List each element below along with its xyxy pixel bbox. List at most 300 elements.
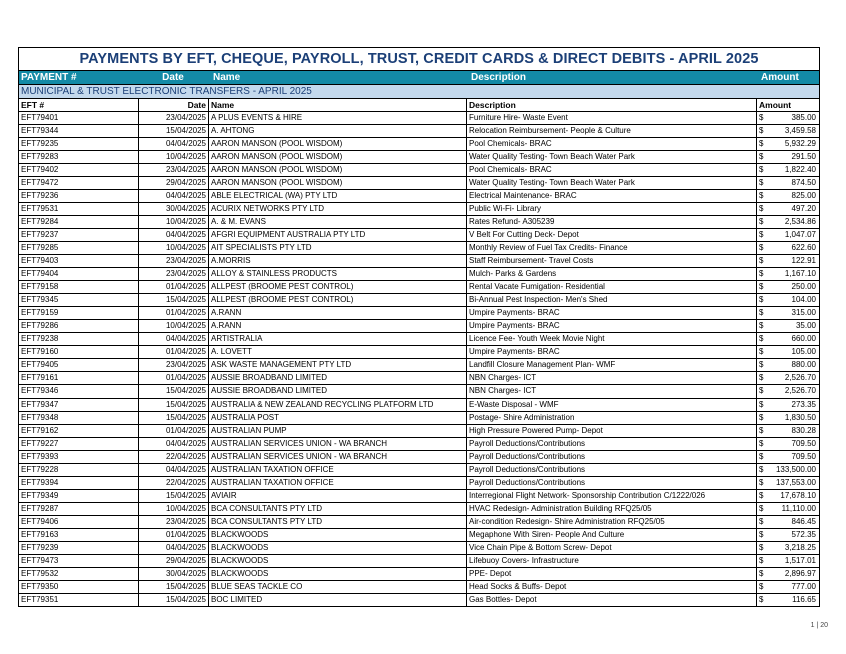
payment-description: E-Waste Disposal - WMF: [467, 399, 757, 411]
payment-amount: [757, 242, 819, 254]
payment-description: Landfill Closure Management Plan- WMF: [467, 359, 757, 371]
eft-number: EFT79401: [19, 112, 139, 124]
table-row: [19, 542, 819, 555]
payment-description: High Pressure Powered Pump- Depot: [467, 425, 757, 437]
payment-description: HVAC Redesign- Administration Building RFQ25/05: [467, 503, 757, 515]
table-row: [19, 555, 819, 568]
payee-name: A. & M. EVANS: [209, 216, 467, 228]
eft-number: EFT79344: [19, 125, 139, 137]
payee-name: A.MORRIS: [209, 255, 467, 267]
payment-amount: [757, 177, 819, 189]
payment-date: 01/04/2025: [139, 281, 209, 293]
currency-symbol: $: [759, 112, 764, 122]
payment-amount: [757, 229, 819, 241]
payee-name: ALLPEST (BROOME PEST CONTROL): [209, 281, 467, 293]
payee-name: BLACKWOODS: [209, 555, 467, 567]
payee-name: AUSTRALIAN SERVICES UNION - WA BRANCH: [209, 438, 467, 450]
payment-description: Licence Fee- Youth Week Movie Night: [467, 333, 757, 345]
payee-name: A.RANN: [209, 320, 467, 332]
table-row: [19, 464, 819, 477]
payment-date: 10/04/2025: [139, 320, 209, 332]
payment-amount: [757, 203, 819, 215]
table-row: [19, 151, 819, 164]
payee-name: ALLOY & STAINLESS PRODUCTS: [209, 268, 467, 280]
eft-number: EFT79405: [19, 359, 139, 371]
amount-value: 17,678.10: [780, 490, 816, 500]
payment-date: 01/04/2025: [139, 346, 209, 358]
eft-number: EFT79394: [19, 477, 139, 489]
payee-name: AFGRI EQUIPMENT AUSTRALIA PTY LTD: [209, 229, 467, 241]
payment-date: 15/04/2025: [139, 385, 209, 397]
payments-sheet: [18, 47, 820, 607]
payment-amount: [757, 412, 819, 424]
table-row: [19, 451, 819, 464]
payment-amount: [757, 268, 819, 280]
payment-amount: [757, 438, 819, 450]
payee-name: BCA CONSULTANTS PTY LTD: [209, 503, 467, 515]
payee-name: AVIAIR: [209, 490, 467, 502]
table-row: [19, 516, 819, 529]
table-row: [19, 438, 819, 451]
amount-value: 1,047.07: [784, 229, 816, 239]
payee-name: AUSTRALIAN TAXATION OFFICE: [209, 464, 467, 476]
payment-description: Monthly Review of Fuel Tax Credits- Finance: [467, 242, 757, 254]
amount-value: 830.28: [791, 425, 816, 435]
table-header: [19, 71, 819, 85]
payee-name: AIT SPECIALISTS PTY LTD: [209, 242, 467, 254]
payment-description: Payroll Deductions/Contributions: [467, 451, 757, 463]
payee-name: AARON MANSON (POOL WISDOM): [209, 177, 467, 189]
currency-symbol: $: [759, 125, 764, 135]
eft-number: EFT79284: [19, 216, 139, 228]
payment-description: Umpire Payments- BRAC: [467, 307, 757, 319]
payment-amount: [757, 451, 819, 463]
payee-name: AUSSIE BROADBAND LIMITED: [209, 372, 467, 384]
payment-amount: [757, 594, 819, 606]
payment-amount: [757, 112, 819, 124]
currency-symbol: $: [759, 556, 764, 566]
payment-description: Payroll Deductions/Contributions: [467, 464, 757, 476]
amount-value: 660.00: [791, 334, 816, 344]
payment-date: 04/04/2025: [139, 333, 209, 345]
currency-symbol: $: [759, 321, 764, 331]
payment-date: 15/04/2025: [139, 594, 209, 606]
payment-amount: [757, 333, 819, 345]
payment-amount: [757, 542, 819, 554]
currency-symbol: $: [759, 582, 764, 592]
payment-description: Pool Chemicals- BRAC: [467, 164, 757, 176]
payee-name: BLACKWOODS: [209, 529, 467, 541]
payment-date: 01/04/2025: [139, 307, 209, 319]
payee-name: AARON MANSON (POOL WISDOM): [209, 164, 467, 176]
payment-amount: [757, 255, 819, 267]
payment-description: Lifebuoy Covers- Infrastructure: [467, 555, 757, 567]
payment-amount: [757, 281, 819, 293]
amount-value: 105.00: [791, 347, 816, 357]
payment-date: 04/04/2025: [139, 542, 209, 554]
eft-number: EFT79235: [19, 138, 139, 150]
payment-amount: [757, 399, 819, 411]
currency-symbol: $: [759, 516, 764, 526]
amount-value: 622.60: [791, 242, 816, 252]
currency-symbol: $: [759, 595, 764, 605]
sub-header: [19, 99, 819, 112]
table-row: [19, 529, 819, 542]
currency-symbol: $: [759, 399, 764, 409]
payment-date: 10/04/2025: [139, 503, 209, 515]
currency-symbol: $: [759, 451, 764, 461]
currency-symbol: $: [759, 477, 764, 487]
payment-description: V Belt For Cutting Deck- Depot: [467, 229, 757, 241]
amount-value: 1,830.50: [784, 412, 816, 422]
payment-description: Relocation Reimbursement- People & Culture: [467, 125, 757, 137]
payment-date: 15/04/2025: [139, 294, 209, 306]
header-amount: Amount: [761, 72, 799, 83]
table-row: [19, 412, 819, 425]
currency-symbol: $: [759, 190, 764, 200]
amount-value: 709.50: [791, 438, 816, 448]
payment-date: 23/04/2025: [139, 268, 209, 280]
currency-symbol: $: [759, 138, 764, 148]
payment-date: 23/04/2025: [139, 516, 209, 528]
payment-date: 15/04/2025: [139, 412, 209, 424]
eft-number: EFT79404: [19, 268, 139, 280]
payee-name: AUSTRALIA POST: [209, 412, 467, 424]
payment-description: Public Wi-Fi- Library: [467, 203, 757, 215]
payment-amount: [757, 294, 819, 306]
payment-description: Rates Refund- A305239: [467, 216, 757, 228]
table-row: [19, 138, 819, 151]
currency-symbol: $: [759, 177, 764, 187]
payment-amount: [757, 477, 819, 489]
payment-description: Umpire Payments- BRAC: [467, 346, 757, 358]
payment-description: Payroll Deductions/Contributions: [467, 438, 757, 450]
table-row: [19, 490, 819, 503]
payment-description: Postage- Shire Administration: [467, 412, 757, 424]
payment-amount: [757, 529, 819, 541]
payee-name: A.RANN: [209, 307, 467, 319]
amount-value: 825.00: [791, 190, 816, 200]
payment-amount: [757, 425, 819, 437]
subheader-description: Description: [467, 99, 757, 111]
payee-name: AUSTRALIAN TAXATION OFFICE: [209, 477, 467, 489]
payment-amount: [757, 151, 819, 163]
table-row: [19, 229, 819, 242]
currency-symbol: $: [759, 203, 764, 213]
currency-symbol: $: [759, 164, 764, 174]
currency-symbol: $: [759, 242, 764, 252]
payment-date: 04/04/2025: [139, 229, 209, 241]
eft-number: EFT79350: [19, 581, 139, 593]
eft-number: EFT79238: [19, 333, 139, 345]
table-row: [19, 242, 819, 255]
currency-symbol: $: [759, 308, 764, 318]
currency-symbol: $: [759, 490, 764, 500]
payment-description: Head Socks & Buffs- Depot: [467, 581, 757, 593]
payment-date: 15/04/2025: [139, 581, 209, 593]
payee-name: ASK WASTE MANAGEMENT PTY LTD: [209, 359, 467, 371]
payment-date: 23/04/2025: [139, 112, 209, 124]
table-row: [19, 359, 819, 372]
amount-value: 385.00: [791, 112, 816, 122]
currency-symbol: $: [759, 229, 764, 239]
currency-symbol: $: [759, 151, 764, 161]
payment-date: 04/04/2025: [139, 138, 209, 150]
payment-description: NBN Charges- ICT: [467, 372, 757, 384]
payment-date: 22/04/2025: [139, 477, 209, 489]
amount-value: 2,534.86: [784, 216, 816, 226]
amount-value: 874.50: [791, 177, 816, 187]
table-row: [19, 333, 819, 346]
currency-symbol: $: [759, 373, 764, 383]
payment-description: Vice Chain Pipe & Bottom Screw- Depot: [467, 542, 757, 554]
payment-amount: [757, 307, 819, 319]
payment-date: 23/04/2025: [139, 359, 209, 371]
table-row: [19, 112, 819, 125]
payment-date: 04/04/2025: [139, 438, 209, 450]
payee-name: AUSTRALIAN SERVICES UNION - WA BRANCH: [209, 451, 467, 463]
amount-value: 122.91: [791, 256, 816, 266]
payment-date: 04/04/2025: [139, 464, 209, 476]
amount-value: 291.50: [791, 151, 816, 161]
payment-date: 29/04/2025: [139, 555, 209, 567]
table-row: [19, 268, 819, 281]
payment-amount: [757, 216, 819, 228]
currency-symbol: $: [759, 295, 764, 305]
payment-amount: [757, 385, 819, 397]
table-row: [19, 477, 819, 490]
payment-amount: [757, 581, 819, 593]
amount-value: 846.45: [791, 516, 816, 526]
payment-date: 15/04/2025: [139, 125, 209, 137]
payment-description: NBN Charges- ICT: [467, 385, 757, 397]
payee-name: ARTISTRALIA: [209, 333, 467, 345]
table-row: [19, 216, 819, 229]
payment-date: 01/04/2025: [139, 529, 209, 541]
table-row: [19, 320, 819, 333]
amount-value: 35.00: [795, 321, 816, 331]
eft-number: EFT79346: [19, 385, 139, 397]
eft-number: EFT79239: [19, 542, 139, 554]
amount-value: 250.00: [791, 282, 816, 292]
payment-amount: [757, 490, 819, 502]
payment-date: 15/04/2025: [139, 490, 209, 502]
eft-number: EFT79236: [19, 190, 139, 202]
payment-date: 23/04/2025: [139, 164, 209, 176]
table-row: [19, 399, 819, 412]
currency-symbol: $: [759, 386, 764, 396]
table-row: [19, 372, 819, 385]
table-row: [19, 503, 819, 516]
amount-value: 2,526.70: [784, 386, 816, 396]
payment-description: Umpire Payments- BRAC: [467, 320, 757, 332]
subheader-eft: EFT #: [19, 99, 139, 111]
payment-amount: [757, 346, 819, 358]
payment-description: Water Quality Testing- Town Beach Water Park: [467, 177, 757, 189]
eft-number: EFT79158: [19, 281, 139, 293]
eft-number: EFT79472: [19, 177, 139, 189]
table-row: [19, 307, 819, 320]
amount-value: 1,167.10: [784, 269, 816, 279]
page-number: 1 | 20: [810, 622, 828, 629]
amount-value: 3,459.58: [784, 125, 816, 135]
payment-description: Water Quality Testing- Town Beach Water Park: [467, 151, 757, 163]
payee-name: A. AHTONG: [209, 125, 467, 137]
payee-name: ACURIX NETWORKS PTY LTD: [209, 203, 467, 215]
table-row: [19, 385, 819, 398]
table-row: [19, 177, 819, 190]
payee-name: AARON MANSON (POOL WISDOM): [209, 138, 467, 150]
currency-symbol: $: [759, 464, 764, 474]
currency-symbol: $: [759, 334, 764, 344]
payment-description: PPE- Depot: [467, 568, 757, 580]
payee-name: A PLUS EVENTS & HIRE: [209, 112, 467, 124]
currency-symbol: $: [759, 269, 764, 279]
eft-number: EFT79161: [19, 372, 139, 384]
amount-value: 273.35: [791, 399, 816, 409]
eft-number: EFT79228: [19, 464, 139, 476]
subheader-amount: Amount: [759, 99, 792, 110]
eft-number: EFT79473: [19, 555, 139, 567]
subheader-name: Name: [209, 99, 467, 111]
payment-amount: [757, 372, 819, 384]
header-payment: PAYMENT #: [21, 72, 77, 83]
amount-value: 3,218.25: [784, 543, 816, 553]
payment-description: Staff Reimbursement- Travel Costs: [467, 255, 757, 267]
table-row: [19, 346, 819, 359]
table-row: [19, 568, 819, 581]
header-date: Date: [162, 72, 184, 83]
eft-number: EFT79347: [19, 399, 139, 411]
amount-value: 1,517.01: [784, 556, 816, 566]
eft-number: EFT79159: [19, 307, 139, 319]
table-row: [19, 255, 819, 268]
payment-description: Mulch- Parks & Gardens: [467, 268, 757, 280]
amount-value: 880.00: [791, 360, 816, 370]
eft-number: EFT79283: [19, 151, 139, 163]
eft-number: EFT79160: [19, 346, 139, 358]
payment-date: 01/04/2025: [139, 425, 209, 437]
payment-date: 30/04/2025: [139, 568, 209, 580]
currency-symbol: $: [759, 360, 764, 370]
table-row: [19, 125, 819, 138]
eft-number: EFT79351: [19, 594, 139, 606]
table-row: [19, 425, 819, 438]
currency-symbol: $: [759, 256, 764, 266]
eft-number: EFT79285: [19, 242, 139, 254]
currency-symbol: $: [759, 569, 764, 579]
amount-value: 709.50: [791, 451, 816, 461]
payment-amount: [757, 516, 819, 528]
payee-name: BLACKWOODS: [209, 568, 467, 580]
eft-number: EFT79348: [19, 412, 139, 424]
table-row: [19, 294, 819, 307]
amount-value: 497.20: [791, 203, 816, 213]
amount-value: 777.00: [791, 582, 816, 592]
payment-amount: [757, 555, 819, 567]
payment-date: 04/04/2025: [139, 190, 209, 202]
amount-value: 2,896.97: [784, 569, 816, 579]
eft-number: EFT79286: [19, 320, 139, 332]
eft-number: EFT79393: [19, 451, 139, 463]
amount-value: 5,932.29: [784, 138, 816, 148]
eft-number: EFT79403: [19, 255, 139, 267]
payee-name: BLACKWOODS: [209, 542, 467, 554]
payment-amount: [757, 320, 819, 332]
payee-name: AARON MANSON (POOL WISDOM): [209, 151, 467, 163]
currency-symbol: $: [759, 543, 764, 553]
payee-name: ALLPEST (BROOME PEST CONTROL): [209, 294, 467, 306]
amount-value: 572.35: [791, 530, 816, 539]
payment-date: 15/04/2025: [139, 399, 209, 411]
table-row: [19, 281, 819, 294]
payment-description: Rental Vacate Fumigation- Residential: [467, 281, 757, 293]
payment-amount: [757, 138, 819, 150]
currency-symbol: $: [759, 347, 764, 357]
currency-symbol: $: [759, 503, 764, 513]
eft-number: EFT79287: [19, 503, 139, 515]
payment-description: Furniture Hire- Waste Event: [467, 112, 757, 124]
payment-description: Megaphone With Siren- People And Culture: [467, 529, 757, 541]
payment-date: 29/04/2025: [139, 177, 209, 189]
payment-description: Air-condition Redesign- Shire Administration RFQ25/05: [467, 516, 757, 528]
payee-name: BCA CONSULTANTS PTY LTD: [209, 516, 467, 528]
eft-number: EFT79402: [19, 164, 139, 176]
amount-value: 116.65: [792, 595, 816, 605]
eft-number: EFT79406: [19, 516, 139, 528]
table-row: [19, 203, 819, 216]
eft-number: EFT79163: [19, 529, 139, 541]
payment-date: 22/04/2025: [139, 451, 209, 463]
payment-amount: [757, 503, 819, 515]
eft-number: EFT79349: [19, 490, 139, 502]
payment-date: 30/04/2025: [139, 203, 209, 215]
payment-description: Interregional Flight Network- Sponsorship Contribution C/1222/026: [467, 490, 757, 502]
payment-amount: [757, 464, 819, 476]
amount-value: 1,822.40: [784, 164, 816, 174]
currency-symbol: $: [759, 412, 764, 422]
amount-value: 2,526.70: [784, 373, 816, 383]
payment-amount: [757, 359, 819, 371]
subheader-date: Date: [139, 99, 209, 111]
currency-symbol: $: [759, 216, 764, 226]
payment-amount: [757, 568, 819, 580]
payment-date: 10/04/2025: [139, 216, 209, 228]
payment-date: 23/04/2025: [139, 255, 209, 267]
payment-description: Electrical Maintenance- BRAC: [467, 190, 757, 202]
header-description: Description: [471, 72, 527, 83]
table-row: [19, 190, 819, 203]
currency-symbol: $: [759, 438, 764, 448]
table-row: [19, 164, 819, 177]
payment-date: 10/04/2025: [139, 242, 209, 254]
amount-value: 315.00: [791, 308, 816, 318]
table-body: [19, 112, 819, 608]
payee-name: AUSTRALIAN PUMP: [209, 425, 467, 437]
payment-description: Pool Chemicals- BRAC: [467, 138, 757, 150]
eft-number: EFT79162: [19, 425, 139, 437]
payment-date: 01/04/2025: [139, 372, 209, 384]
page-title: PAYMENTS BY EFT, CHEQUE, PAYROLL, TRUST, CREDIT CARDS & DIRECT DEBITS - APRIL 2025: [19, 47, 819, 71]
payment-description: Gas Bottles- Depot: [467, 594, 757, 606]
amount-value: 104.00: [791, 295, 816, 305]
payment-description: Bi-Annual Pest Inspection- Men's Shed: [467, 294, 757, 306]
eft-number: EFT79532: [19, 568, 139, 580]
currency-symbol: $: [759, 530, 764, 539]
amount-value: 137,553.00: [775, 477, 816, 487]
payee-name: A. LOVETT: [209, 346, 467, 358]
payment-amount: [757, 164, 819, 176]
